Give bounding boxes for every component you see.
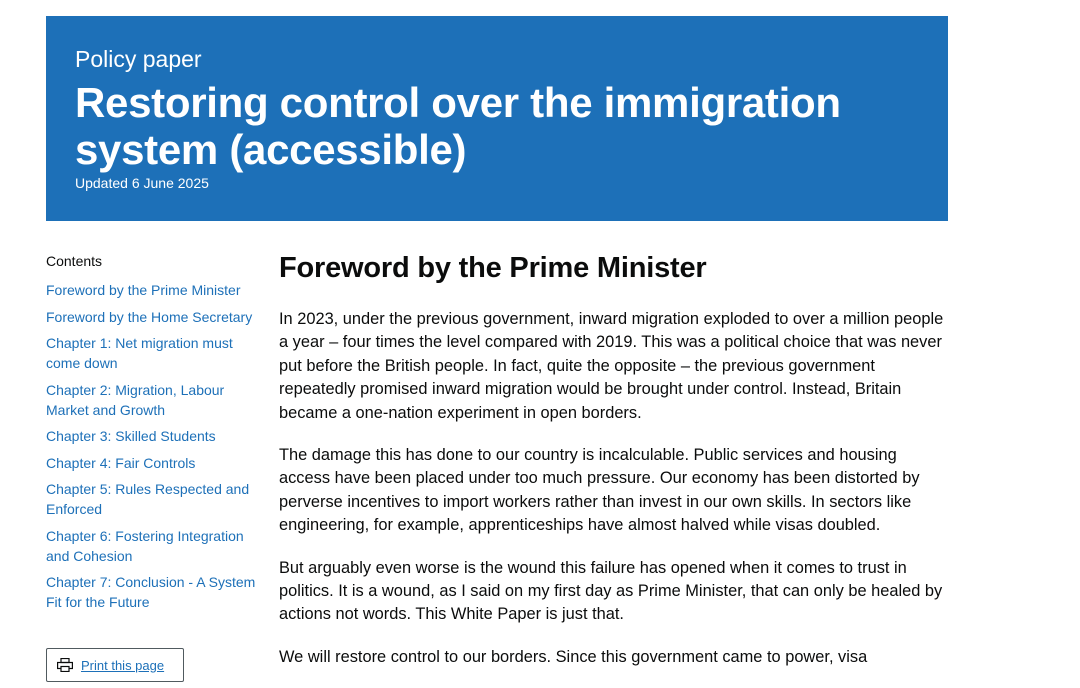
contents-link-chapter-2[interactable]: Chapter 2: Migration, Labour Market and Growth (46, 381, 225, 418)
section-heading: Foreword by the Prime Minister (279, 252, 707, 284)
contents-item (46, 380, 256, 420)
contents-item (46, 426, 256, 446)
contents-link-foreword-home-secretary[interactable]: Foreword by the Home Secretary (46, 308, 253, 325)
contents-link-chapter-6[interactable]: Chapter 6: Fostering Integration and Cohesion (46, 527, 244, 564)
updated-date: Updated 6 June 2025 (75, 175, 209, 191)
contents-list (46, 280, 256, 612)
contents-heading: Contents (46, 253, 103, 269)
contents-nav (46, 252, 256, 619)
print-page-button[interactable] (46, 648, 184, 682)
page-title: Restoring control over the immigration system (accessible) (75, 79, 841, 173)
contents-link-chapter-4[interactable]: Chapter 4: Fair Controls (46, 454, 196, 471)
printer-icon (57, 658, 73, 672)
contents-item (46, 280, 256, 300)
main-content (279, 248, 951, 688)
body-paragraph: But arguably even worse is the wound this failure has opened when it comes to trust in politics. It is a wound, as I said on my first day as Prime Minister, that can only be healed by actions not words. This White Paper is just that. (279, 558, 943, 624)
contents-item (46, 479, 256, 519)
contents-link-chapter-5[interactable]: Chapter 5: Rules Respected and Enforced (46, 481, 250, 517)
body-paragraph: The damage this has done to our country is incalculable. Public services and housing access have been placed under too much pressure. Our economy has been distorted by perverse incentives to import workers rather than invest in our own skills. In sectors like engineering, for example, apprenticeships have almost halved while visas doubled. (279, 446, 920, 535)
contents-link-foreword-prime-minister[interactable]: Foreword by the Prime Minister (46, 282, 241, 298)
print-page-label: Print this page (81, 657, 165, 673)
contents-link-chapter-1[interactable]: Chapter 1: Net migration must come down (46, 335, 233, 371)
title-banner (46, 16, 948, 221)
contents-item (46, 307, 256, 327)
contents-item (46, 526, 256, 566)
body-paragraph: In 2023, under the previous government, inward migration exploded to over a million people a year – four times the level compared with 2019. This was a political choice that was never put before the British people. In fact, quite the opposite – the previous government repeatedly promised inward migration would be brought under control. Instead, Britain became a one-nation experiment in open borders. (279, 310, 944, 422)
body-paragraph: We will restore control to our borders. Since this government came to power, visa (279, 647, 868, 666)
contents-item (46, 333, 256, 373)
contents-link-chapter-7[interactable]: Chapter 7: Conclusion - A System Fit for the Future (46, 574, 256, 610)
contents-item (46, 453, 256, 473)
document-type-caption: Policy paper (75, 46, 202, 72)
contents-link-chapter-3[interactable]: Chapter 3: Skilled Students (46, 428, 216, 444)
contents-item (46, 572, 256, 612)
